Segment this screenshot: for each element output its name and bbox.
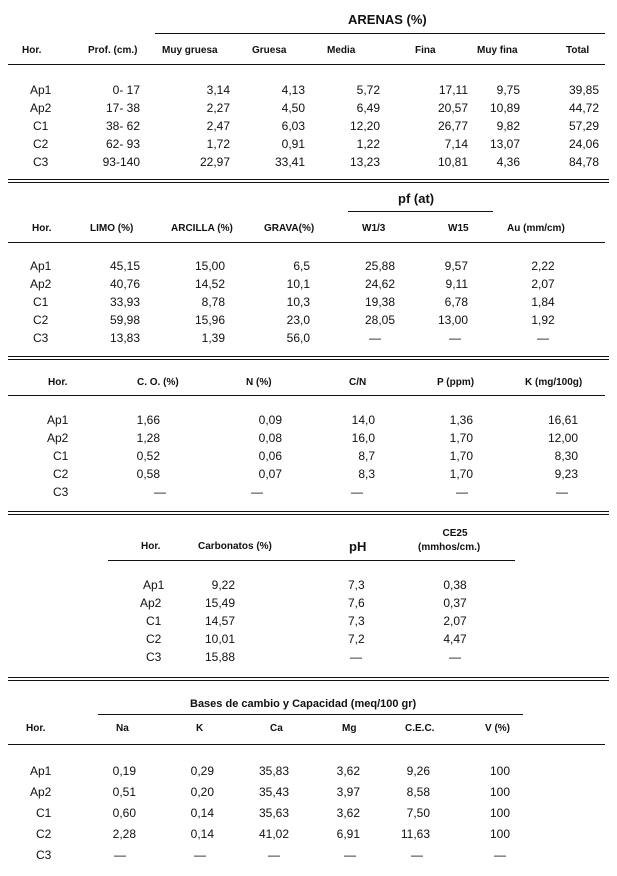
- cell: 4,13: [281, 83, 305, 97]
- cell: 39,85: [568, 83, 599, 97]
- cell: 0,29: [190, 764, 214, 778]
- cell: 13,83: [109, 331, 140, 345]
- section-rule: [8, 511, 609, 512]
- header-hor: Hor.: [48, 377, 68, 388]
- cell: 8,78: [201, 295, 225, 309]
- cell: 2,28: [112, 827, 136, 841]
- cell: 41,02: [258, 827, 289, 841]
- cell: 33,41: [274, 155, 305, 169]
- cell: C1: [33, 295, 49, 309]
- cell: 100: [490, 806, 511, 820]
- cell: —: [449, 650, 461, 664]
- cell: 0- 17: [112, 83, 140, 97]
- cell: 0,52: [136, 449, 160, 463]
- cell: 2,27: [206, 101, 230, 115]
- header-media: Media: [327, 45, 356, 56]
- cell: 62- 93: [105, 137, 140, 151]
- cell: 13,07: [489, 137, 520, 151]
- cell: C2: [53, 467, 69, 481]
- cell: 0,20: [190, 785, 214, 799]
- cell: 3,62: [336, 806, 360, 820]
- header-hor: Hor.: [22, 45, 42, 56]
- cell: 17,11: [438, 83, 468, 97]
- cell: 1,72: [206, 137, 230, 151]
- cell: 100: [490, 785, 511, 799]
- header-v: V (%): [485, 723, 510, 734]
- cell: 4,47: [443, 632, 467, 646]
- header-n: N (%): [246, 377, 272, 388]
- header-hor: Hor.: [141, 541, 161, 552]
- cell: 17- 38: [105, 101, 140, 115]
- header-cn: C/N: [349, 377, 367, 388]
- cell: 33,93: [109, 295, 140, 309]
- header-k: K: [196, 723, 204, 734]
- cell: 8,7: [358, 449, 375, 463]
- cell: 12,20: [349, 119, 380, 133]
- cell: 10,3: [286, 295, 310, 309]
- cell: 8,58: [406, 785, 430, 799]
- cell: 16,61: [547, 413, 578, 427]
- cell: C3: [146, 650, 162, 664]
- cell: 56,0: [286, 331, 310, 345]
- cell: 1,70: [449, 449, 473, 463]
- cell: 57,29: [568, 119, 599, 133]
- cell: C2: [36, 827, 52, 841]
- cell: Ap1: [47, 413, 69, 427]
- group-title-bases: Bases de cambio y Capacidad (meq/100 gr): [190, 698, 417, 710]
- cell: 0,37: [443, 596, 467, 610]
- cell: 16,0: [351, 431, 375, 445]
- header-na: Na: [116, 723, 129, 734]
- cell: 11,63: [400, 827, 430, 841]
- cell: 7,50: [406, 806, 430, 820]
- cell: 1,70: [449, 431, 473, 445]
- cell: 26,77: [437, 119, 468, 133]
- cell: 12,00: [547, 431, 578, 445]
- cell: C3: [33, 331, 49, 345]
- cell: 7,3: [348, 578, 365, 592]
- cell: 1,92: [531, 313, 555, 327]
- header-muy-fina: Muy fina: [477, 45, 518, 56]
- section-rule: [8, 356, 609, 357]
- group-rule: [98, 714, 523, 715]
- cell: Ap1: [30, 259, 52, 273]
- cell: 84,78: [568, 155, 599, 169]
- header-rule: [108, 560, 515, 561]
- cell: C2: [33, 313, 49, 327]
- cell: 10,01: [204, 632, 235, 646]
- cell: 1,28: [136, 431, 160, 445]
- cell: C1: [53, 449, 69, 463]
- cell: 7,6: [348, 596, 365, 610]
- cell: C1: [33, 119, 49, 133]
- cell: 40,76: [109, 277, 140, 291]
- cell: —: [268, 848, 280, 862]
- header-k: K (mg/100g): [525, 377, 583, 388]
- cell: 0,91: [281, 137, 305, 151]
- cell: 22,97: [199, 155, 230, 169]
- group-title-pf: pf (at): [398, 191, 435, 206]
- section-rule: [8, 179, 609, 180]
- cell: 6,78: [444, 295, 468, 309]
- section-rule: [8, 359, 609, 360]
- cell: 2,07: [531, 277, 555, 291]
- cell: —: [344, 848, 356, 862]
- cell: —: [556, 485, 568, 499]
- cell: 1,39: [201, 331, 225, 345]
- cell: Ap1: [143, 578, 165, 592]
- cell: 0,38: [443, 578, 467, 592]
- header-limo: LIMO (%): [90, 223, 134, 234]
- cell: Ap1: [30, 764, 52, 778]
- cell: 9,75: [496, 83, 520, 97]
- cell: 0,60: [112, 806, 136, 820]
- header-p: P (ppm): [437, 377, 475, 388]
- cell: 35,83: [258, 764, 289, 778]
- cell: 10,81: [437, 155, 468, 169]
- cell: 13,00: [437, 313, 468, 327]
- cell: 9,11: [445, 277, 468, 291]
- cell: Ap2: [30, 785, 52, 799]
- cell: —: [494, 848, 506, 862]
- cell: 38- 62: [105, 119, 140, 133]
- cell: C3: [36, 848, 52, 862]
- cell: 1,70: [449, 467, 473, 481]
- cell: Ap1: [30, 83, 52, 97]
- cell: 7,3: [348, 614, 365, 628]
- cell: 3,62: [336, 764, 360, 778]
- cell: 15,96: [194, 313, 225, 327]
- cell: 15,00: [194, 259, 225, 273]
- section-rule: [8, 680, 609, 681]
- cell: 2,22: [531, 259, 555, 273]
- cell: 3,14: [206, 83, 230, 97]
- cell: 2,07: [443, 614, 467, 628]
- header-w15: W15: [448, 223, 469, 234]
- cell: 1,66: [136, 413, 160, 427]
- header-ph: pH: [349, 539, 367, 554]
- header-ce25: CE25: [442, 528, 468, 539]
- cell: Ap2: [30, 277, 52, 291]
- group-rule: [155, 33, 605, 34]
- cell: 3,97: [336, 785, 360, 799]
- cell: C2: [146, 632, 162, 646]
- header-gruesa: Gruesa: [252, 45, 287, 56]
- cell: 59,98: [109, 313, 140, 327]
- header-arcilla: ARCILLA (%): [171, 223, 233, 234]
- cell: 19,38: [364, 295, 395, 309]
- cell: —: [449, 331, 461, 345]
- cell: C3: [53, 485, 69, 499]
- header-hor: Hor.: [32, 223, 52, 234]
- group-title-arenas: ARENAS (%): [348, 12, 427, 27]
- cell: 15,49: [204, 596, 235, 610]
- cell: 6,49: [356, 101, 380, 115]
- cell: —: [456, 485, 468, 499]
- header-rule: [8, 64, 605, 65]
- header-co: C. O. (%): [137, 377, 179, 388]
- header-fina: Fina: [415, 45, 436, 56]
- cell: 8,30: [554, 449, 578, 463]
- cell: 8,3: [358, 467, 375, 481]
- cell: 100: [490, 827, 511, 841]
- cell: 14,52: [194, 277, 225, 291]
- header-prof: Prof. (cm.): [88, 45, 138, 56]
- cell: 7,2: [348, 632, 365, 646]
- cell: 0,14: [190, 806, 214, 820]
- cell: 9,57: [444, 259, 468, 273]
- cell: 23,0: [286, 313, 310, 327]
- cell: 6,5: [293, 259, 310, 273]
- cell: C1: [36, 806, 52, 820]
- cell: —: [114, 848, 126, 862]
- cell: 44,72: [568, 101, 599, 115]
- cell: 0,58: [136, 467, 160, 481]
- header-ca: Ca: [270, 723, 283, 734]
- cell: 93-140: [102, 155, 140, 169]
- header-hor: Hor.: [26, 723, 46, 734]
- cell: 14,0: [351, 413, 375, 427]
- cell: 20,57: [437, 101, 468, 115]
- header-ce25-unit: (mmhos/cm.): [418, 542, 481, 553]
- header-muy-gruesa: Muy gruesa: [162, 45, 218, 56]
- group-rule: [348, 211, 493, 212]
- cell: 0,14: [190, 827, 214, 841]
- header-au: Au (mm/cm): [507, 223, 565, 234]
- cell: —: [194, 848, 206, 862]
- cell: 15,88: [204, 650, 235, 664]
- cell: 0,06: [258, 449, 282, 463]
- cell: Ap2: [30, 101, 52, 115]
- cell: —: [251, 485, 263, 499]
- cell: 35,63: [258, 806, 289, 820]
- cell: 14,57: [204, 614, 235, 628]
- cell: 35,43: [258, 785, 289, 799]
- cell: —: [369, 331, 381, 345]
- header-grava: GRAVA(%): [264, 223, 315, 234]
- header-w13: W1/3: [362, 223, 386, 234]
- cell: C1: [146, 614, 162, 628]
- section-rule: [8, 677, 609, 678]
- cell: —: [537, 331, 549, 345]
- cell: 45,15: [109, 259, 140, 273]
- cell: Ap2: [47, 431, 69, 445]
- cell: —: [154, 485, 166, 499]
- cell: 5,72: [356, 83, 380, 97]
- cell: 24,62: [364, 277, 395, 291]
- cell: 0,08: [258, 431, 282, 445]
- cell: 100: [490, 764, 511, 778]
- cell: 1,22: [356, 137, 380, 151]
- cell: 4,36: [496, 155, 520, 169]
- cell: —: [351, 485, 363, 499]
- cell: 10,1: [286, 277, 310, 291]
- cell: 13,23: [349, 155, 380, 169]
- cell: 1,84: [531, 295, 555, 309]
- cell: 4,50: [281, 101, 305, 115]
- cell: 24,06: [568, 137, 599, 151]
- cell: 9,22: [211, 578, 235, 592]
- cell: 6,91: [336, 827, 360, 841]
- section-rule: [8, 182, 609, 183]
- cell: 1,36: [449, 413, 473, 427]
- cell: 28,05: [364, 313, 395, 327]
- header-rule: [8, 395, 605, 396]
- cell: Ap2: [140, 596, 162, 610]
- header-total: Total: [566, 45, 590, 56]
- header-rule: [8, 242, 605, 243]
- cell: 9,23: [554, 467, 578, 481]
- cell: 0,09: [258, 413, 282, 427]
- header-carbonatos: Carbonatos (%): [198, 541, 272, 552]
- cell: 6,03: [281, 119, 305, 133]
- section-rule: [8, 514, 609, 515]
- cell: 0,51: [112, 785, 136, 799]
- cell: 9,82: [496, 119, 520, 133]
- cell: C2: [33, 137, 49, 151]
- cell: —: [411, 848, 423, 862]
- cell: —: [350, 650, 362, 664]
- cell: 9,26: [406, 764, 430, 778]
- header-cec: C.E.C.: [405, 723, 435, 734]
- cell: 0,07: [258, 467, 282, 481]
- header-rule: [8, 744, 605, 745]
- cell: 7,14: [444, 137, 468, 151]
- cell: C3: [33, 155, 49, 169]
- cell: 10,89: [489, 101, 520, 115]
- cell: 0,19: [112, 764, 136, 778]
- header-mg: Mg: [342, 723, 357, 734]
- cell: 25,88: [364, 259, 395, 273]
- cell: 2,47: [206, 119, 230, 133]
